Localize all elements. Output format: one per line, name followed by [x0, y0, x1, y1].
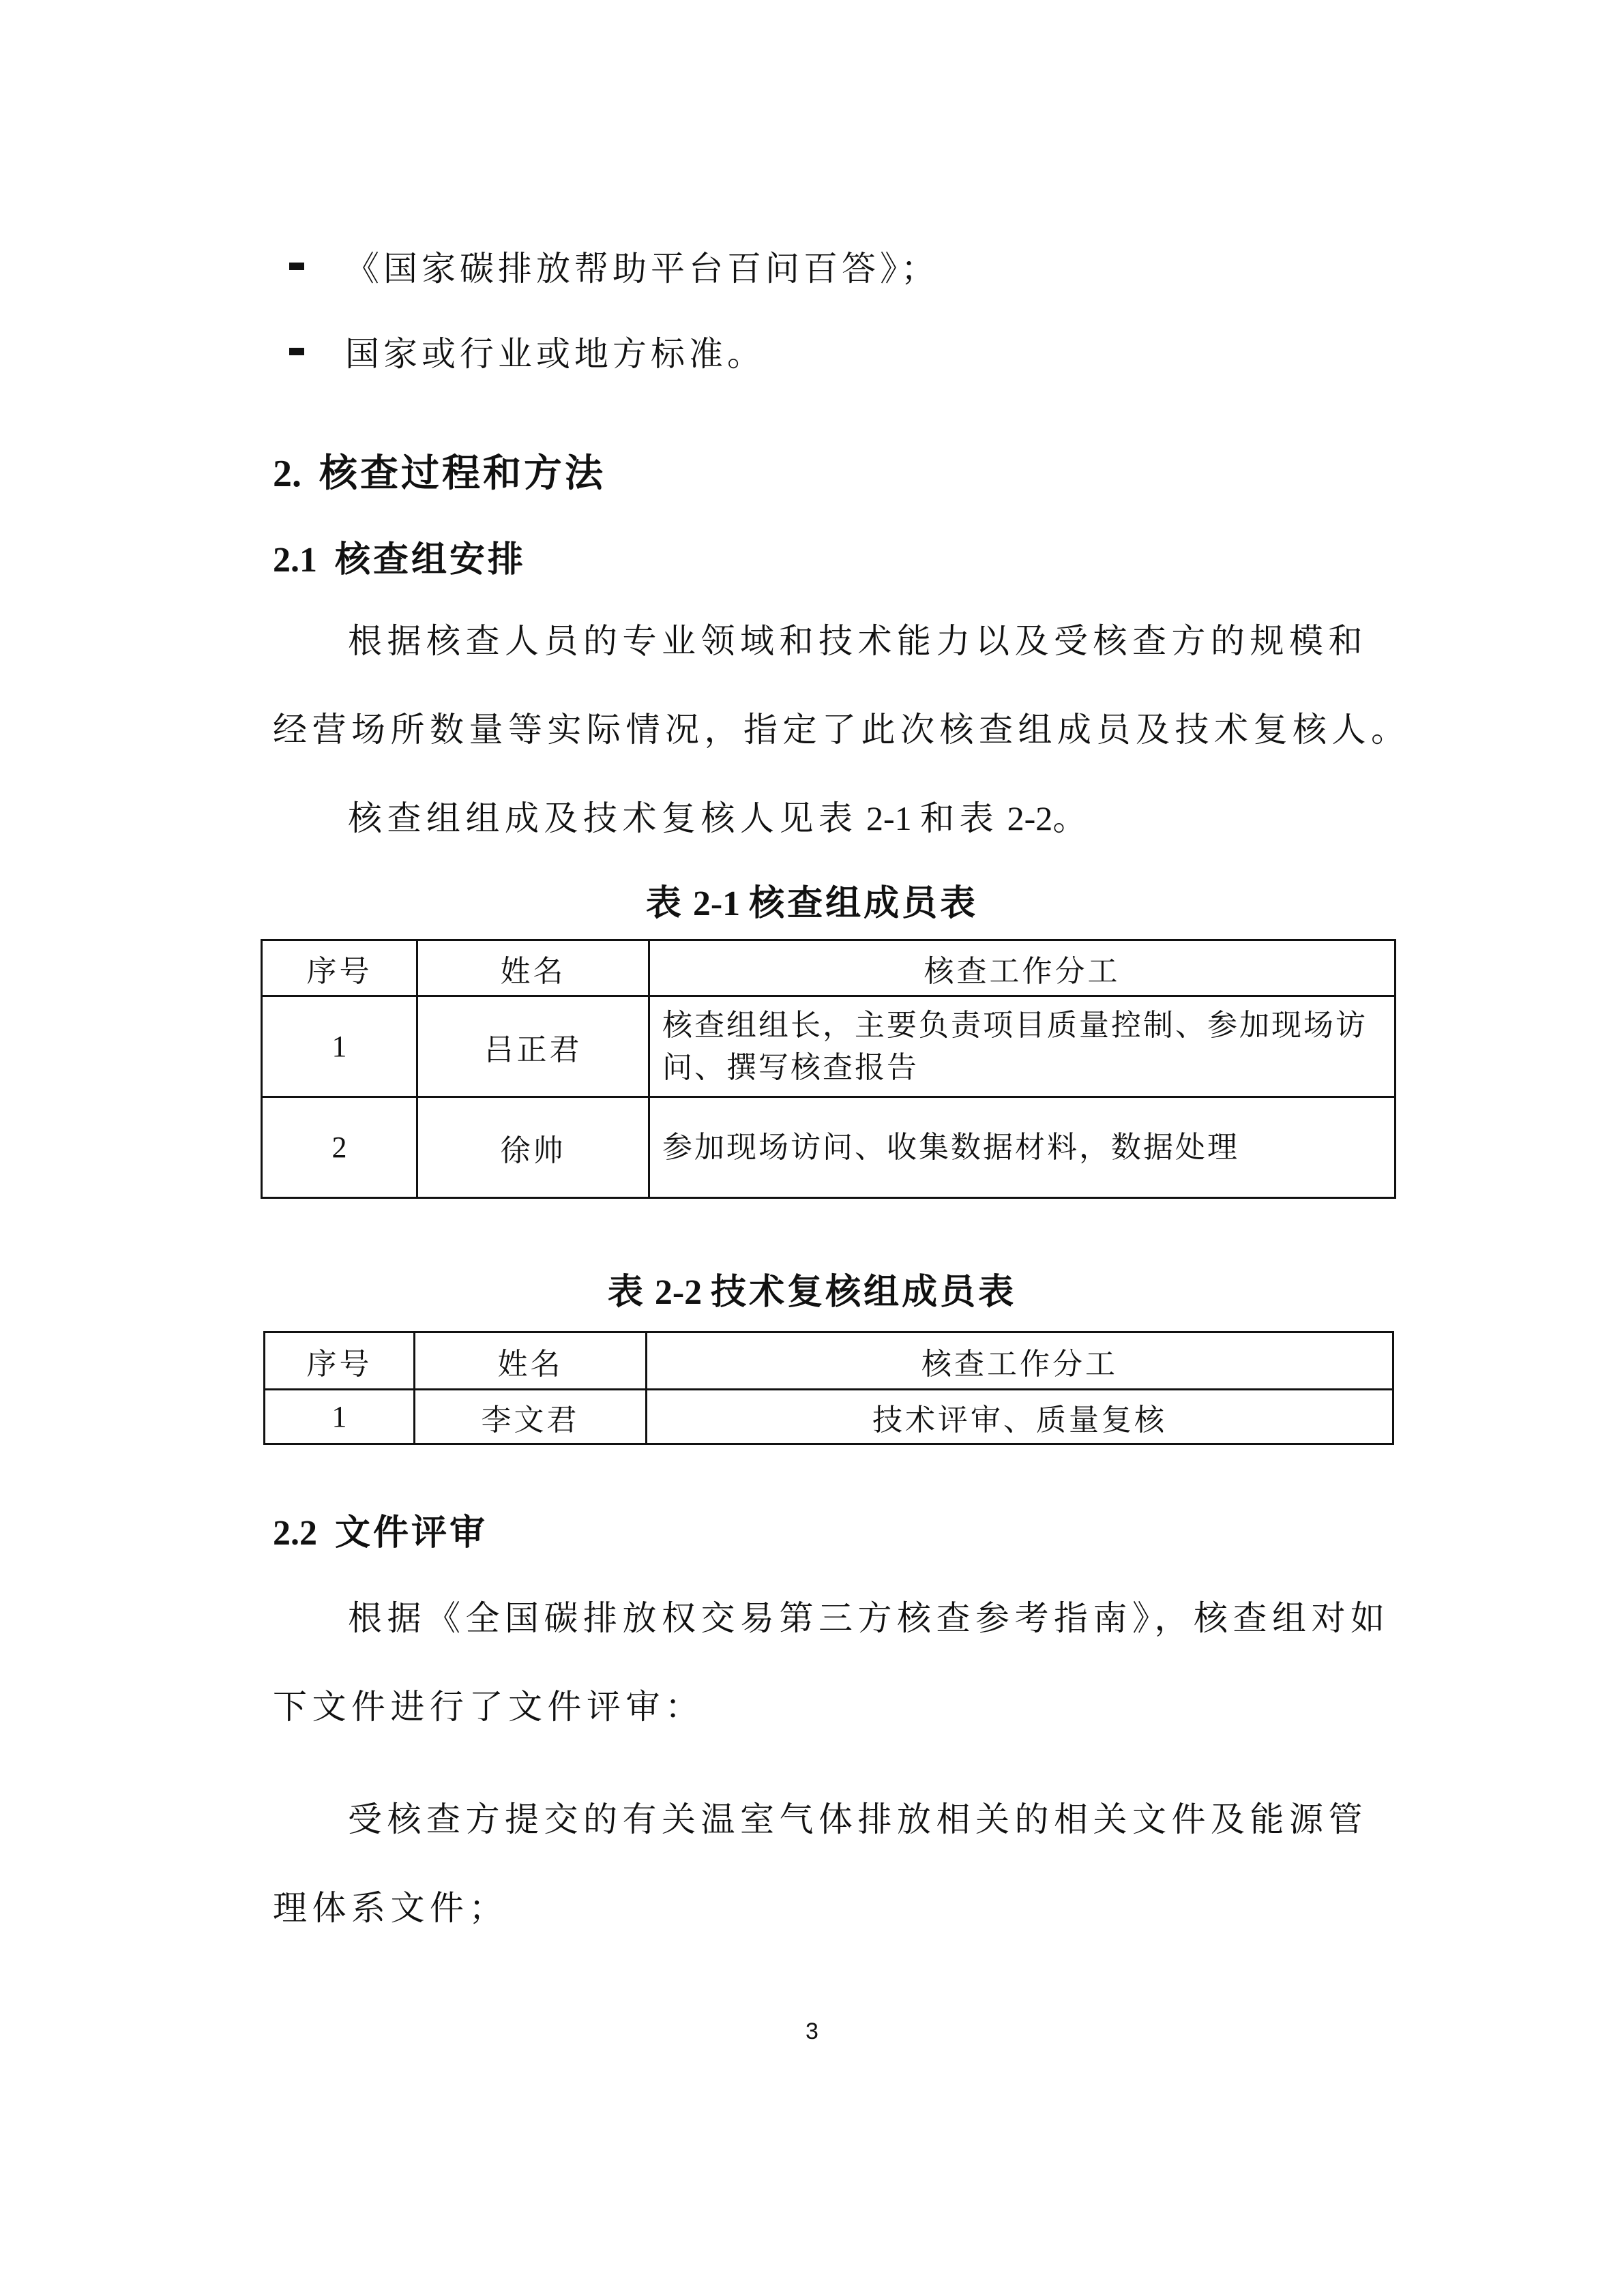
- subsection-title: 核查组安排: [335, 539, 527, 580]
- table-row: [262, 1097, 1396, 1198]
- bullet-text: 国家或行业或地方标准。: [345, 334, 765, 374]
- table-reference: 2-1: [857, 799, 921, 837]
- paragraph-text: 。: [1052, 799, 1092, 838]
- caption-title: 技术复核组成员表: [711, 1271, 1017, 1313]
- cell-no: 2: [262, 1097, 417, 1198]
- subsection-number: 2.1: [273, 541, 317, 580]
- caption-number: 2-2: [645, 1273, 711, 1312]
- caption-prefix: 表: [645, 882, 684, 924]
- bullet-item: [289, 239, 939, 293]
- bullet-text: 《国家碳排放帮助平台百问百答》；: [345, 249, 939, 288]
- table-caption: [0, 1263, 1624, 1314]
- paragraph: [273, 791, 1378, 840]
- cell-duty: [649, 996, 1396, 1097]
- table-reference: 2-2: [999, 799, 1053, 837]
- section-title: 核查过程和方法: [319, 451, 606, 496]
- bullet-item: [289, 324, 765, 378]
- column-header: 序号: [262, 940, 417, 996]
- column-header: 姓名: [417, 940, 649, 996]
- cell-no: 1: [265, 1390, 415, 1444]
- column-header: 核查工作分工: [647, 1332, 1393, 1390]
- bullet-dash-icon: [289, 263, 304, 270]
- reviewers-table: [263, 1331, 1394, 1445]
- table-header-row: [262, 940, 1396, 996]
- subsection-heading: [273, 531, 526, 582]
- section-heading: [273, 443, 606, 498]
- column-header: 序号: [265, 1332, 415, 1390]
- paragraph-line: 根据核查人员的专业领域和技术能力以及受核查方的规模和: [348, 621, 1368, 661]
- subsection-title: 文件评审: [335, 1512, 488, 1553]
- paragraph-text: 核查组组成及技术复核人见表: [348, 799, 858, 838]
- caption-prefix: 表: [607, 1271, 646, 1313]
- column-header: 姓名: [415, 1332, 647, 1390]
- page-number: 3: [806, 2018, 818, 2044]
- cell-name: 吕正君: [417, 996, 649, 1097]
- subsection-heading: [273, 1504, 488, 1555]
- cell-duty-line: 问、撰写核查报告: [662, 1049, 919, 1085]
- paragraph-line: 理体系文件；: [273, 1888, 508, 1928]
- bullet-dash-icon: [289, 348, 304, 355]
- paragraph-line: 受核查方提交的有关温室气体排放相关的相关文件及能源管: [348, 1800, 1368, 1839]
- subsection-number: 2.2: [273, 1514, 317, 1553]
- table-row: [265, 1390, 1393, 1444]
- caption-title: 核查组成员表: [749, 882, 979, 924]
- table-header-row: [265, 1332, 1393, 1390]
- section-number: 2.: [273, 453, 301, 495]
- cell-duty: 参加现场访问、收集数据材料，数据处理: [649, 1097, 1396, 1198]
- caption-number: 2-1: [683, 884, 750, 923]
- paragraph-line: 根据《全国碳排放权交易第三方核查参考指南》，核查组对如: [348, 1598, 1390, 1638]
- cell-name: 李文君: [415, 1390, 647, 1444]
- cell-no: 1: [262, 996, 417, 1097]
- paragraph-text: 和表: [920, 799, 999, 838]
- paragraph-line: 经营场所数量等实际情况，指定了此次核查组成员及技术复核人。: [273, 710, 1411, 749]
- column-header: 核查工作分工: [649, 940, 1396, 996]
- table-row: [262, 996, 1396, 1097]
- table-caption: [0, 874, 1624, 925]
- cell-duty-line: 核查组组长，主要负责项目质量控制、参加现场访: [662, 1007, 1368, 1043]
- cell-duty: 技术评审、质量复核: [647, 1390, 1393, 1444]
- cell-name: 徐帅: [417, 1097, 649, 1198]
- members-table: [261, 939, 1396, 1199]
- paragraph-line: 下文件进行了文件评审：: [273, 1687, 705, 1727]
